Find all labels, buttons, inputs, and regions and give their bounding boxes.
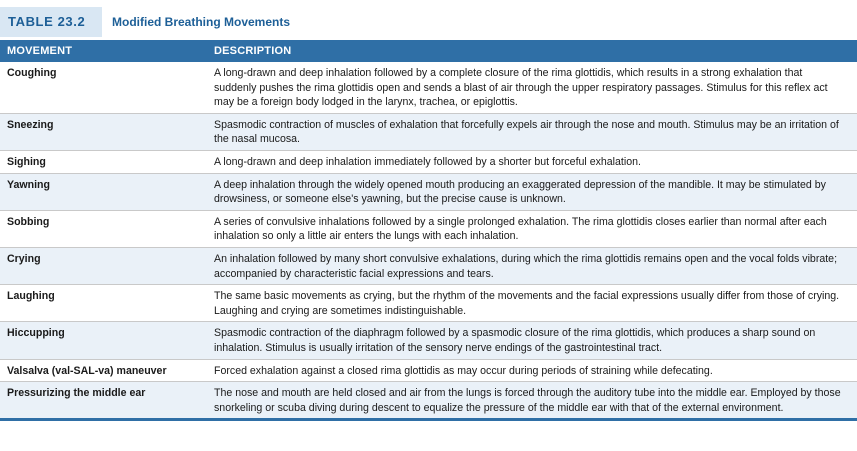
table-row	[0, 322, 857, 359]
movement-cell: Sobbing	[0, 210, 208, 247]
table-row	[0, 150, 857, 173]
table-row	[0, 382, 857, 419]
description-cell: A long-drawn and deep inhalation immediately followed by a shorter but forceful exhalation.	[208, 150, 857, 173]
description-cell: The nose and mouth are held closed and air from the lungs is forced through the auditory tube into the middle ear. Employed by those snorkeling or scuba diving during descent to equalize the pressure of the middle ear with that of the external environment.	[208, 382, 857, 419]
column-header-description: DESCRIPTION	[208, 40, 857, 62]
movement-cell: Yawning	[0, 173, 208, 210]
breathing-movements-table	[0, 40, 857, 418]
table-header-row	[0, 40, 857, 62]
movement-cell: Sighing	[0, 150, 208, 173]
description-cell: A series of convulsive inhalations followed by a single prolonged exhalation. The rima glottidis closes earlier than normal after each inhalation so only a little air enters the lungs with each inhalation.	[208, 210, 857, 247]
table-number-label: TABLE 23.2	[0, 7, 102, 37]
movement-cell: Sneezing	[0, 113, 208, 150]
table-row	[0, 359, 857, 382]
description-cell: A long-drawn and deep inhalation followed by a complete closure of the rima glottidis, which results in a strong exhalation that suddenly pushes the rima glottidis open and sends a blast of air through the upper respiratory passages. Stimulus for this reflex act may be a foreign body lodged in the larynx, trachea, or epiglottis.	[208, 62, 857, 113]
description-cell: A deep inhalation through the widely opened mouth producing an exaggerated depression of the mandible. It may be stimulated by drowsiness, or someone else's yawning, but the precise cause is unknown.	[208, 173, 857, 210]
movement-cell: Coughing	[0, 62, 208, 113]
table-row	[0, 285, 857, 322]
movement-cell: Valsalva (val-SAL-va) maneuver	[0, 359, 208, 382]
table-row	[0, 210, 857, 247]
table-row	[0, 173, 857, 210]
table-title-row	[0, 0, 857, 40]
column-header-movement: MOVEMENT	[0, 40, 208, 62]
table-bottom-rule	[0, 418, 857, 421]
description-cell: An inhalation followed by many short convulsive exhalations, during which the rima glottidis remains open and the vocal folds vibrate; accompanied by characteristic facial expressions and tears.	[208, 247, 857, 284]
description-cell: Spasmodic contraction of muscles of exhalation that forcefully expels air through the nose and mouth. Stimulus may be an irritation of the nasal mucosa.	[208, 113, 857, 150]
movement-cell: Crying	[0, 247, 208, 284]
movement-cell: Hiccupping	[0, 322, 208, 359]
table-title: Modified Breathing Movements	[112, 15, 291, 29]
table-row	[0, 247, 857, 284]
description-cell: The same basic movements as crying, but the rhythm of the movements and the facial expressions usually differ from those of crying. Laughing and crying are sometimes indistinguishable.	[208, 285, 857, 322]
table-row	[0, 62, 857, 113]
description-cell: Forced exhalation against a closed rima glottidis as may occur during periods of straining while defecating.	[208, 359, 857, 382]
movement-cell: Laughing	[0, 285, 208, 322]
description-cell: Spasmodic contraction of the diaphragm followed by a spasmodic closure of the rima glottidis, which produces a sharp sound on inhalation. Stimulus is usually irritation of the sensory nerve endings of the gastrointestinal tract.	[208, 322, 857, 359]
breathing-movements-table-wrapper	[0, 40, 857, 421]
movement-cell: Pressurizing the middle ear	[0, 382, 208, 419]
table-row	[0, 113, 857, 150]
